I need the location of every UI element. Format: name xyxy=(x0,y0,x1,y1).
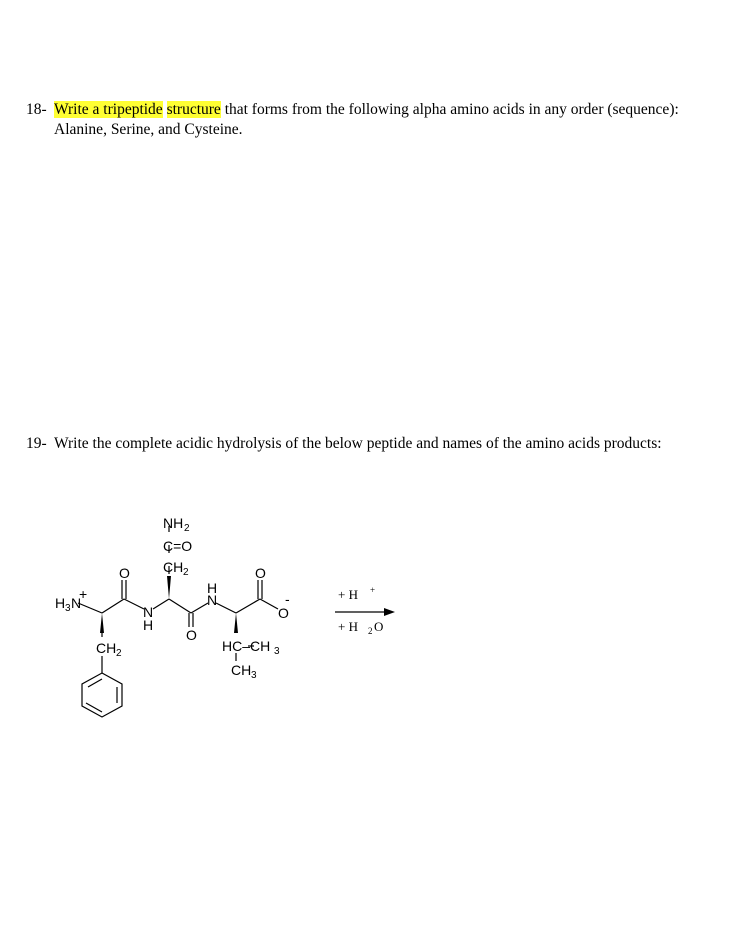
highlighted-text: structure xyxy=(166,101,221,118)
atom-label: O xyxy=(119,565,130,581)
reagent-water: + H xyxy=(338,619,358,634)
atom-label: HC–CH xyxy=(222,638,271,654)
atom-label: H xyxy=(143,617,154,633)
atom-label: 2 xyxy=(184,523,190,534)
highlighted-text: Write a tripeptide xyxy=(54,101,163,118)
reagent-acid: + H xyxy=(338,587,358,602)
atom-label: CH xyxy=(163,559,184,575)
atom-label: O xyxy=(278,605,289,621)
atom-label: 3 xyxy=(274,646,280,657)
question-text xyxy=(54,100,706,140)
atom-label: NH xyxy=(163,515,184,531)
atom-label: 3 xyxy=(251,670,257,681)
atom-label: H xyxy=(207,580,218,596)
atom-label: CH xyxy=(231,662,252,678)
atom-label: H xyxy=(55,595,66,611)
atom-label: O xyxy=(255,565,266,581)
question-text-rest: that forms from the following alpha amino acids in any order (sequence): Alanine, Serine, and Cysteine. xyxy=(54,101,679,138)
question-number: 18- xyxy=(26,101,47,118)
atom-label: O xyxy=(186,627,197,643)
atom-label: C=O xyxy=(163,538,193,554)
question-number: 19- xyxy=(26,435,47,452)
question-text: Write the complete acidic hydrolysis of the below peptide and names of the amino acids products: xyxy=(54,435,662,452)
atom-label: N xyxy=(207,592,218,608)
atom-label: 2 xyxy=(183,567,189,578)
atom-label: 2 xyxy=(116,648,122,659)
question-19 xyxy=(26,434,706,454)
atom-label: N xyxy=(71,595,82,611)
atom-label: O xyxy=(374,619,384,634)
charge-label: - xyxy=(285,591,290,607)
charge-label: + xyxy=(79,586,88,602)
atom-label: 2 xyxy=(368,626,373,636)
atom-label: 3 xyxy=(65,603,71,614)
peptide-structure xyxy=(50,505,410,720)
question-18 xyxy=(26,100,706,140)
atom-label: CH xyxy=(96,640,117,656)
charge-label: + xyxy=(370,585,376,595)
atom-label: N xyxy=(143,604,154,620)
